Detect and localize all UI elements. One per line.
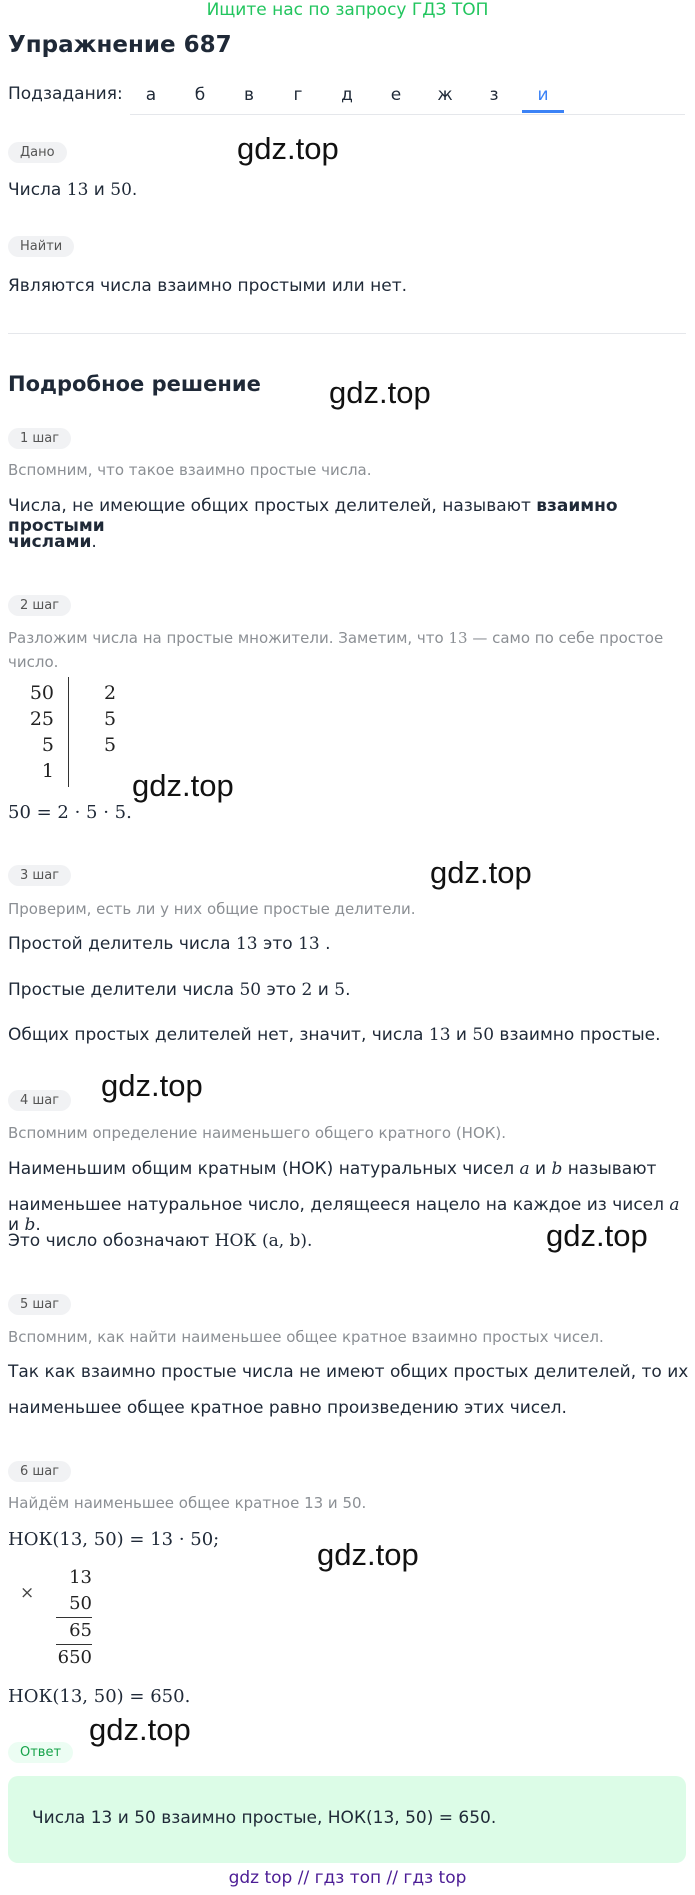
- subtasks-tabs: [130, 80, 685, 115]
- column-multiplication: 13 50 65 650: [57, 1567, 92, 1668]
- tab-g[interactable]: г: [293, 85, 303, 105]
- step-hint: Вспомним определение наименьшего общего кратного (НОК).: [8, 1124, 507, 1142]
- step-hint: Вспомним, как найти наименьшее общее кратное взаимно простых чисел.: [8, 1328, 604, 1346]
- answer-chip: Ответ: [8, 1742, 73, 1763]
- step-chip: 2 шаг: [8, 595, 71, 616]
- tab-v[interactable]: в: [243, 85, 255, 105]
- tab-i[interactable]: и: [522, 80, 564, 113]
- step-text: наименьшее натуральное число, делящееся нацело на каждое из чисел a и b.: [8, 1195, 680, 1235]
- step-text: наименьшее общее кратное равно произведению этих чисел.: [8, 1398, 567, 1418]
- factor-divider: [68, 677, 69, 787]
- tab-b[interactable]: б: [194, 85, 206, 105]
- step-chip: 4 шаг: [8, 1090, 71, 1111]
- watermark: gdz.top: [89, 1712, 191, 1747]
- lcm-result: НОК(13, 50) = 650.: [8, 1686, 191, 1707]
- multiply-sign: ×: [20, 1583, 35, 1603]
- lcm-formula: НОК(13, 50) = 13 · 50;: [8, 1529, 220, 1550]
- step-text: Простые делители числа 50 это 2 и 5.: [8, 980, 351, 1000]
- step-text: Это число обозначают НОК (a, b).: [8, 1231, 313, 1251]
- step-text: Общих простых делителей нет, значит, числа 13 и 50 взаимно простые.: [8, 1025, 661, 1045]
- top-banner: Ищите нас по запросу ГДЗ ТОП: [206, 0, 489, 20]
- divider: [8, 333, 686, 334]
- step-text: числами.: [8, 532, 97, 552]
- tab-e[interactable]: е: [390, 85, 402, 105]
- answer-text: Числа 13 и 50 взаимно простые, НОК(13, 50) = 650.: [32, 1808, 497, 1828]
- step-hint: Вспомним, что такое взаимно простые числа.: [8, 461, 372, 479]
- given-chip: Дано: [8, 142, 67, 163]
- solution-title: Подробное решение: [8, 372, 261, 396]
- step-chip: 6 шаг: [8, 1461, 71, 1482]
- watermark: gdz.top: [132, 768, 234, 803]
- step-text: Простой делитель числа 13 это 13 .: [8, 934, 331, 954]
- tab-z[interactable]: з: [489, 85, 499, 105]
- tab-zh[interactable]: ж: [437, 85, 453, 105]
- step-text: Числа, не имеющие общих простых делителей, называют взаимно простыми: [8, 496, 618, 536]
- factor-result: 50 = 2 · 5 · 5.: [8, 802, 132, 823]
- subtasks-label: Подзадания:: [8, 84, 123, 104]
- find-chip: Найти: [8, 236, 74, 257]
- step-chip: 5 шаг: [8, 1294, 71, 1315]
- factor-left-column: 50 25 5 1: [29, 682, 54, 782]
- given-text: Числа 13 и 50.: [8, 180, 138, 200]
- watermark: gdz.top: [237, 131, 339, 166]
- footer-links[interactable]: gdz top // гдз топ // гдз top: [228, 1868, 467, 1888]
- tab-a[interactable]: а: [145, 85, 157, 105]
- watermark: gdz.top: [101, 1068, 203, 1103]
- watermark: gdz.top: [430, 855, 532, 890]
- step-hint: Проверим, есть ли у них общие простые делители.: [8, 900, 416, 918]
- watermark: gdz.top: [317, 1537, 419, 1572]
- step-chip: 1 шаг: [8, 428, 71, 449]
- watermark: gdz.top: [546, 1218, 648, 1253]
- step-chip: 3 шаг: [8, 865, 71, 886]
- answer-box: [8, 1776, 686, 1863]
- factor-right-column: 2 5 5: [104, 682, 117, 756]
- find-text: Являются числа взаимно простыми или нет.: [8, 276, 408, 296]
- step-text: Так как взаимно простые числа не имеют общих простых делителей, то их: [8, 1362, 689, 1382]
- watermark: gdz.top: [329, 375, 431, 410]
- step-hint: Найдём наименьшее общее кратное 13 и 50.: [8, 1494, 367, 1512]
- tab-d[interactable]: д: [341, 85, 353, 105]
- step-text: Наименьшим общим кратным (НОК) натуральных чисел a и b называют: [8, 1159, 657, 1179]
- step-hint: Разложим числа на простые множители. Заметим, что 13 — само по себе простое: [8, 629, 664, 647]
- step-hint: число.: [8, 653, 59, 671]
- page-title: Упражнение 687: [8, 32, 232, 58]
